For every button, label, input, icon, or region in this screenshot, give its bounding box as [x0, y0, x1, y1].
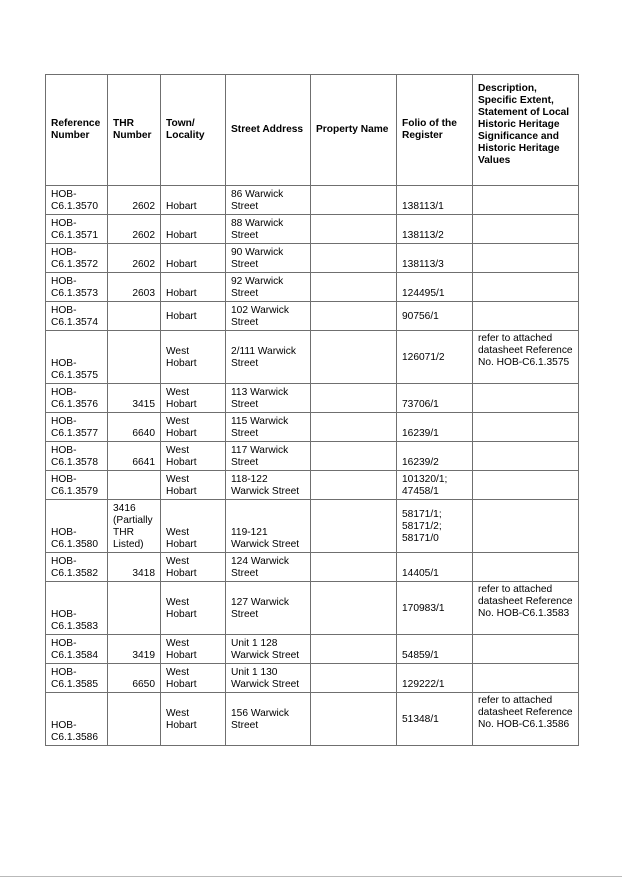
- cell-town: Hobart: [161, 244, 226, 273]
- cell-street: 118-122 Warwick Street: [226, 471, 311, 500]
- cell-folio: 16239/2: [397, 442, 473, 471]
- cell-reference: HOB-C6.1.3584: [46, 635, 108, 664]
- cell-folio: 73706/1: [397, 384, 473, 413]
- table-row: [46, 331, 579, 384]
- cell-street: 88 Warwick Street: [226, 215, 311, 244]
- cell-description: [473, 471, 579, 500]
- cell-property: [311, 500, 397, 553]
- cell-folio: 51348/1: [397, 693, 473, 746]
- table-row: [46, 693, 579, 746]
- cell-street: 124 Warwick Street: [226, 553, 311, 582]
- cell-description: [473, 553, 579, 582]
- table-row: [46, 413, 579, 442]
- cell-reference: HOB-C6.1.3571: [46, 215, 108, 244]
- cell-property: [311, 553, 397, 582]
- table-row: [46, 244, 579, 273]
- cell-description: [473, 244, 579, 273]
- cell-street: 156 Warwick Street: [226, 693, 311, 746]
- cell-property: [311, 186, 397, 215]
- cell-folio: 101320/1; 47458/1: [397, 471, 473, 500]
- cell-description: [473, 384, 579, 413]
- cell-thr: 3419: [108, 635, 161, 664]
- cell-thr: 6641: [108, 442, 161, 471]
- cell-property: [311, 664, 397, 693]
- cell-thr: [108, 693, 161, 746]
- cell-description: refer to attached datasheet Reference No. HOB-C6.1.3586: [473, 693, 579, 746]
- cell-reference: HOB-C6.1.3580: [46, 500, 108, 553]
- cell-town: West Hobart: [161, 413, 226, 442]
- header-town-locality: Town/ Locality: [161, 75, 226, 186]
- cell-street: 2/111 Warwick Street: [226, 331, 311, 384]
- header-row: [46, 75, 579, 186]
- cell-street: 92 Warwick Street: [226, 273, 311, 302]
- cell-street: 119-121 Warwick Street: [226, 500, 311, 553]
- heritage-register-table: [45, 74, 579, 746]
- table-row: [46, 582, 579, 635]
- cell-property: [311, 302, 397, 331]
- cell-description: [473, 186, 579, 215]
- cell-property: [311, 582, 397, 635]
- cell-thr: [108, 331, 161, 384]
- header-property-name: Property Name: [311, 75, 397, 186]
- cell-town: West Hobart: [161, 500, 226, 553]
- cell-property: [311, 215, 397, 244]
- table-row: [46, 215, 579, 244]
- cell-town: Hobart: [161, 186, 226, 215]
- cell-description: [473, 413, 579, 442]
- cell-town: West Hobart: [161, 442, 226, 471]
- cell-town: West Hobart: [161, 331, 226, 384]
- cell-street: 113 Warwick Street: [226, 384, 311, 413]
- cell-town: West Hobart: [161, 664, 226, 693]
- cell-town: Hobart: [161, 215, 226, 244]
- cell-thr: [108, 471, 161, 500]
- cell-street: 90 Warwick Street: [226, 244, 311, 273]
- cell-street: 102 Warwick Street: [226, 302, 311, 331]
- cell-reference: HOB-C6.1.3573: [46, 273, 108, 302]
- table-row: [46, 442, 579, 471]
- table-row: [46, 664, 579, 693]
- page-bottom-border: [0, 876, 622, 877]
- cell-description: [473, 500, 579, 553]
- table-row: [46, 635, 579, 664]
- table-row: [46, 471, 579, 500]
- cell-thr: 2602: [108, 244, 161, 273]
- cell-property: [311, 244, 397, 273]
- cell-folio: 16239/1: [397, 413, 473, 442]
- cell-folio: 129222/1: [397, 664, 473, 693]
- cell-town: West Hobart: [161, 384, 226, 413]
- cell-folio: 138113/1: [397, 186, 473, 215]
- cell-folio: 124495/1: [397, 273, 473, 302]
- cell-reference: HOB-C6.1.3576: [46, 384, 108, 413]
- cell-town: West Hobart: [161, 553, 226, 582]
- cell-folio: 54859/1: [397, 635, 473, 664]
- cell-description: [473, 442, 579, 471]
- cell-street: 117 Warwick Street: [226, 442, 311, 471]
- cell-street: 127 Warwick Street: [226, 582, 311, 635]
- cell-property: [311, 693, 397, 746]
- cell-property: [311, 384, 397, 413]
- cell-thr: 2602: [108, 186, 161, 215]
- cell-reference: HOB-C6.1.3572: [46, 244, 108, 273]
- cell-town: Hobart: [161, 273, 226, 302]
- cell-reference: HOB-C6.1.3586: [46, 693, 108, 746]
- table-row: [46, 384, 579, 413]
- cell-thr: 2602: [108, 215, 161, 244]
- cell-thr: [108, 582, 161, 635]
- table-row: [46, 186, 579, 215]
- cell-thr: 3418: [108, 553, 161, 582]
- cell-town: West Hobart: [161, 635, 226, 664]
- cell-folio: 126071/2: [397, 331, 473, 384]
- cell-thr: 2603: [108, 273, 161, 302]
- header-thr-number: THR Number: [108, 75, 161, 186]
- cell-property: [311, 273, 397, 302]
- cell-thr: 6640: [108, 413, 161, 442]
- cell-reference: HOB-C6.1.3575: [46, 331, 108, 384]
- cell-reference: HOB-C6.1.3582: [46, 553, 108, 582]
- cell-thr: [108, 302, 161, 331]
- table-row: [46, 273, 579, 302]
- header-description: Description, Specific Extent, Statement of Local Historic Heritage Significance and Historic Heritage Values: [473, 75, 579, 186]
- cell-description: [473, 273, 579, 302]
- cell-description: [473, 302, 579, 331]
- table-row: [46, 500, 579, 553]
- cell-folio: 58171/1; 58171/2; 58171/0: [397, 500, 473, 553]
- cell-folio: 138113/2: [397, 215, 473, 244]
- cell-description: [473, 664, 579, 693]
- cell-reference: HOB-C6.1.3583: [46, 582, 108, 635]
- header-folio: Folio of the Register: [397, 75, 473, 186]
- cell-street: Unit 1 130 Warwick Street: [226, 664, 311, 693]
- cell-town: West Hobart: [161, 471, 226, 500]
- table-row: [46, 302, 579, 331]
- cell-street: 115 Warwick Street: [226, 413, 311, 442]
- table-row: [46, 553, 579, 582]
- cell-description: [473, 215, 579, 244]
- cell-reference: HOB-C6.1.3574: [46, 302, 108, 331]
- cell-reference: HOB-C6.1.3585: [46, 664, 108, 693]
- cell-reference: HOB-C6.1.3570: [46, 186, 108, 215]
- cell-street: 86 Warwick Street: [226, 186, 311, 215]
- cell-folio: 14405/1: [397, 553, 473, 582]
- cell-town: West Hobart: [161, 693, 226, 746]
- header-street-address: Street Address: [226, 75, 311, 186]
- cell-folio: 170983/1: [397, 582, 473, 635]
- cell-property: [311, 331, 397, 384]
- cell-property: [311, 635, 397, 664]
- cell-description: refer to attached datasheet Reference No. HOB-C6.1.3575: [473, 331, 579, 384]
- cell-town: West Hobart: [161, 582, 226, 635]
- cell-reference: HOB-C6.1.3578: [46, 442, 108, 471]
- header-reference-number: Reference Number: [46, 75, 108, 186]
- cell-folio: 138113/3: [397, 244, 473, 273]
- cell-reference: HOB-C6.1.3577: [46, 413, 108, 442]
- cell-street: Unit 1 128 Warwick Street: [226, 635, 311, 664]
- cell-folio: 90756/1: [397, 302, 473, 331]
- cell-reference: HOB-C6.1.3579: [46, 471, 108, 500]
- cell-description: [473, 635, 579, 664]
- cell-description: refer to attached datasheet Reference No. HOB-C6.1.3583: [473, 582, 579, 635]
- cell-property: [311, 413, 397, 442]
- cell-thr: 6650: [108, 664, 161, 693]
- cell-property: [311, 471, 397, 500]
- cell-property: [311, 442, 397, 471]
- cell-thr: 3415: [108, 384, 161, 413]
- cell-thr: 3416 (Partially THR Listed): [108, 500, 161, 553]
- cell-town: Hobart: [161, 302, 226, 331]
